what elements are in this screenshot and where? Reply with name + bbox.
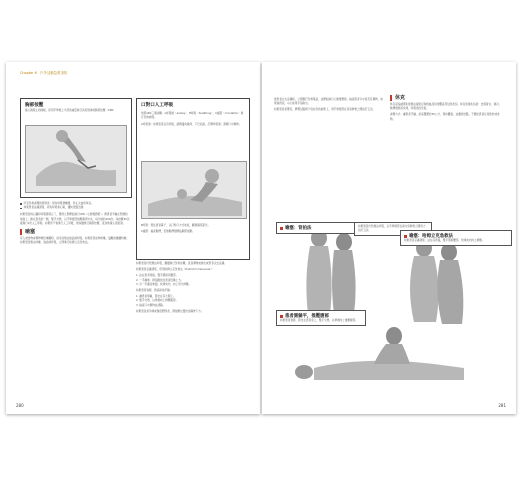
lying-caption-box bbox=[276, 310, 366, 326]
back-blows-caption-box bbox=[276, 222, 356, 234]
chapter-label: Chapter 6 戶外活動急救須知 bbox=[20, 71, 68, 75]
page-number-left: 280 bbox=[16, 403, 24, 408]
mid-step: 1. 站在患者背後，雙手環抱其腰部。 bbox=[136, 274, 179, 278]
rescue-breath-illustration bbox=[141, 161, 247, 219]
lying-caption: 如果患者昏厥，跨坐在患者身上，雙手交疊，以掌根向上推壓腹部。 bbox=[280, 319, 358, 322]
left-column bbox=[20, 202, 130, 247]
rescue-breath-title: 口對口人工呼吸 bbox=[141, 103, 174, 108]
rescue-breath-text-2: A呼吸道：如果患者沒有呼吸，請將頭向後仰、下巴抬高，打開呼吸道；清理口中異物。 bbox=[141, 122, 242, 126]
rescue-breath-text-3: B呼吸：捏住患者鼻子，以口對口方式吹氣，觀察胸部起伏。 bbox=[141, 223, 211, 227]
heimlich-title: 嗆塞：哈姆立克急救法 bbox=[409, 234, 453, 239]
bullet-item: 如果患者意識清楚，尚有呼吸和心跳，儘快送醫治療。 bbox=[20, 206, 130, 210]
right-page bbox=[262, 62, 516, 414]
left-page bbox=[6, 62, 260, 414]
back-blows-caption: 如果患者仍然無法呼吸，以手掌根部在兩片肩胛骨之間用力拍打五次。 bbox=[354, 222, 432, 236]
mid-step: 3. 另一手握住拳頭，快速向內、向上用力擠壓。 bbox=[136, 282, 192, 286]
shock-text-1: 休克是指循環系統無法提供足夠的血液到身體各部位的狀況。休克的徵兆包括：皮膚蒼白、濕冷，脈搏微弱而快速，呼吸淺而急促。 bbox=[390, 103, 502, 111]
right-column-1 bbox=[274, 98, 384, 115]
rescue-breath-text-4: C循環：檢查脈搏，若無脈搏則開始胸部按壓。 bbox=[141, 230, 195, 234]
shock-section bbox=[390, 92, 504, 124]
choking-section-text: 有人被食物或異物哽住喉嚨時，他可能無法說話或呼吸。如果患者能夠咳嗽，鼓勵他繼續咳嗽；如果患者無法咳嗽、說話或呼吸，立即進行哈姆立克急救法。 bbox=[20, 237, 129, 245]
back-blows-title: 嗆塞：背拍法 bbox=[285, 226, 312, 231]
lying-title: 患者側躺平，推壓腹部 bbox=[285, 314, 329, 319]
rescue-breath-box bbox=[136, 98, 250, 260]
cpr-illustration bbox=[25, 125, 127, 193]
choking-section-heading: 嗆塞 bbox=[20, 229, 130, 235]
right-col-1-text: 當患者失去意識時，立即撥打急救電話，並開始進行心肺復甦術。檢查患者口中是否有異物，如果看得到，小心地用手指取出。 bbox=[274, 98, 383, 106]
cpr-box-title: 胸部按壓 bbox=[25, 103, 44, 108]
mid-step: 2. 雙手交疊，以掌根向上擠壓腹部。 bbox=[136, 299, 179, 303]
shock-text-2: 處理方式：讓患者平躺，抬高雙腿約30公分，保持體溫，並儘快送醫。不要給患者任何飲料或食物。 bbox=[390, 113, 500, 121]
mid-step: 3. 檢查口中異物並清除。 bbox=[136, 303, 166, 307]
page-number-right: 281 bbox=[498, 403, 506, 408]
cpr-box bbox=[20, 98, 132, 198]
shock-section-heading: 休克 bbox=[390, 95, 504, 101]
rescue-breath-text-1: 依照ABC三個步驟：A呼吸道（airway）、B呼吸（breathing）、C循環（circulation）進行急救處理。 bbox=[141, 111, 244, 119]
mid-text-2: 如果患者昏厥，則協助他平躺： bbox=[136, 289, 173, 293]
cpr-box-text: 當心跳停止的時候，使用手掌根上半部的重量進行具有規律的胸部按壓（CPR） bbox=[25, 109, 116, 112]
mid-text-3: 如果患者是孕婦或過度肥胖者，將按壓位置改為胸骨下方。 bbox=[136, 309, 204, 313]
bullet-item: 所有急救處理的原則為：保持呼吸道暢通、防止失血和休克。 bbox=[20, 202, 130, 206]
mid-text-1: 如果患者仍然無法呼吸，繼續進行急救步驟，直到異物被排出或患者失去意識。 bbox=[136, 262, 227, 265]
mid-heading: 如果患者意識清楚，使用哈姆立克急救法（Heimlich maneuver）： bbox=[136, 268, 215, 272]
middle-column bbox=[136, 262, 248, 316]
heimlich-caption-box bbox=[400, 230, 512, 246]
mid-step: 2. 一手握拳，拇指側放在患者肚臍上方。 bbox=[136, 278, 184, 282]
right-col-2-text: 如果患者是嬰兒，將嬰兒臉朝下放在你的前臂上，用手掌根部在其肩胛骨之間拍打五次。 bbox=[274, 108, 376, 112]
left-para-1: 如果患者的心臟和呼吸都停止了，應該立即開始進行CPR（心肺復甦術）。將患者平躺在堅硬的地面上，跪在患者的一側，雙手交疊，以手掌根部按壓胸部中央，每分鐘約100次；每按壓30次後進行2次人工呼吸。如果你不會進行人工呼吸，則持續進行胸部按壓，直到救援人員抵達。 bbox=[20, 213, 130, 225]
mid-step: 1. 讓患者仰躺，跨坐在其大腿上。 bbox=[136, 295, 176, 299]
heimlich-caption: 如果患者意識清楚，站在其背後，雙手環抱腰部，快速向內向上擠壓。 bbox=[404, 239, 485, 242]
